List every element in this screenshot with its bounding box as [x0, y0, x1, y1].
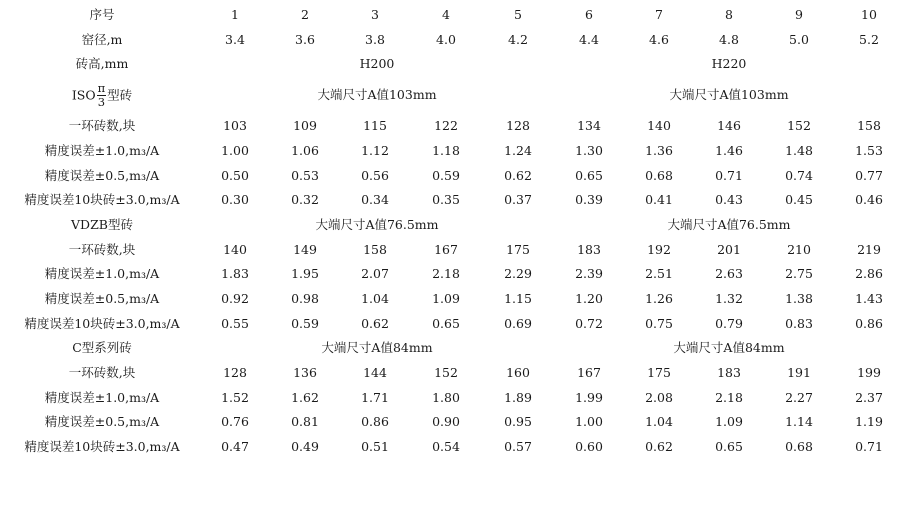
table-cell: 103: [223, 118, 247, 134]
section-label: [4, 77, 200, 114]
table-cell: 0.54: [432, 439, 460, 455]
table-cell: 1.14: [785, 414, 813, 430]
table-cell: 128: [223, 365, 247, 381]
table-cell: 183: [717, 365, 741, 381]
table-cell: 0.60: [575, 439, 603, 455]
group-cell: 大端尺寸A值103mm: [317, 87, 437, 103]
table-cell: 9: [795, 7, 803, 23]
table-cell: 1.46: [715, 142, 743, 158]
row-label: 精度误差10块砖±3.0,m₃/A: [24, 315, 180, 331]
table-cell: 3.8: [365, 31, 385, 47]
table-cell: 2.37: [855, 389, 883, 405]
table-cell: 219: [857, 241, 881, 257]
table-cell: 149: [293, 241, 317, 257]
table-cell: 0.62: [645, 439, 673, 455]
table-cell: 0.95: [504, 414, 532, 430]
table-cell: 2.63: [715, 266, 743, 282]
table-cell: 1.83: [221, 266, 249, 282]
table-cell: 1.00: [221, 142, 249, 158]
table-cell: 158: [363, 241, 387, 257]
vdzb-section-row: [4, 213, 904, 238]
header-row: [4, 3, 904, 28]
table-cell: 128: [506, 118, 530, 134]
table-cell: 1.89: [504, 389, 532, 405]
table-cell: 2.18: [432, 266, 460, 282]
table-cell: 140: [223, 241, 247, 257]
table-cell: 1.43: [855, 290, 883, 306]
section-label: C型系列砖: [72, 340, 132, 356]
diameter-row: [4, 28, 904, 53]
table-cell: 0.37: [504, 192, 532, 208]
section-label: VDZB型砖: [71, 216, 133, 232]
table-cell: 167: [577, 365, 601, 381]
table-cell: 0.55: [221, 315, 249, 331]
brick-count-table: [4, 3, 904, 460]
table-cell: 144: [363, 365, 387, 381]
table-cell: 0.86: [361, 414, 389, 430]
table-cell: 0.83: [785, 315, 813, 331]
table-cell: 0.72: [575, 315, 603, 331]
table-cell: 0.32: [291, 192, 319, 208]
table-row: [4, 410, 904, 435]
table-cell: 1.04: [645, 414, 673, 430]
table-cell: 1.04: [361, 290, 389, 306]
table-cell: 0.77: [855, 167, 883, 183]
table-cell: 0.74: [785, 167, 813, 183]
table-cell: 0.53: [291, 167, 319, 183]
table-cell: 175: [506, 241, 530, 257]
fraction-numerator: π: [97, 80, 106, 95]
table-cell: 0.75: [645, 315, 673, 331]
table-cell: 4.4: [579, 31, 599, 47]
table-cell: 0.30: [221, 192, 249, 208]
table-cell: 158: [857, 118, 881, 134]
table-cell: 1.06: [291, 142, 319, 158]
table-cell: 1.09: [432, 290, 460, 306]
table-cell: 4.0: [436, 31, 456, 47]
table-cell: 0.62: [504, 167, 532, 183]
row-label: 精度误差10块砖±3.0,m₃/A: [24, 192, 180, 208]
table-cell: 2.08: [645, 389, 673, 405]
table-cell: 2.51: [645, 266, 673, 282]
table-cell: 160: [506, 365, 530, 381]
table-cell: 1.18: [432, 142, 460, 158]
table-cell: 4: [442, 7, 450, 23]
table-cell: 0.71: [855, 439, 883, 455]
table-cell: 0.50: [221, 167, 249, 183]
table-cell: 8: [725, 7, 733, 23]
table-cell: 2: [301, 7, 309, 23]
table-cell: 0.79: [715, 315, 743, 331]
table-cell: 0.57: [504, 439, 532, 455]
row-label: 窑径,m: [81, 31, 123, 47]
brick-height-row: [4, 52, 904, 77]
table-cell: 3.4: [225, 31, 245, 47]
iso-section-row: [4, 77, 904, 114]
table-row: [4, 139, 904, 164]
table-cell: 0.68: [785, 439, 813, 455]
table-cell: 5: [514, 7, 522, 23]
pi-over-3-fraction: [97, 80, 107, 110]
table-cell: 2.86: [855, 266, 883, 282]
table-cell: 1.48: [785, 142, 813, 158]
table-cell: 0.34: [361, 192, 389, 208]
table-row: [4, 163, 904, 188]
group-cell: 大端尺寸A值76.5mm: [315, 216, 439, 232]
table-cell: 192: [647, 241, 671, 257]
table-cell: 0.62: [361, 315, 389, 331]
table-cell: 1.24: [504, 142, 532, 158]
row-label: 精度误差±1.0,m₃/A: [44, 266, 160, 282]
table-cell: 1.52: [221, 389, 249, 405]
table-cell: 0.65: [575, 167, 603, 183]
group-cell: H220: [711, 56, 747, 72]
table-cell: 3: [371, 7, 379, 23]
table-cell: 1.95: [291, 266, 319, 282]
table-cell: 122: [434, 118, 458, 134]
table-cell: 5.0: [789, 31, 809, 47]
table-cell: 1.30: [575, 142, 603, 158]
table-cell: 2.29: [504, 266, 532, 282]
table-cell: 140: [647, 118, 671, 134]
table-cell: 167: [434, 241, 458, 257]
table-cell: 0.46: [855, 192, 883, 208]
table-cell: 1.62: [291, 389, 319, 405]
row-label: 精度误差±0.5,m₃/A: [44, 290, 160, 306]
row-label: 一环砖数,块: [68, 118, 136, 134]
table-cell: 0.59: [432, 167, 460, 183]
table-cell: 0.98: [291, 290, 319, 306]
table-row: [4, 287, 904, 312]
table-cell: 183: [577, 241, 601, 257]
table-cell: 7: [655, 7, 663, 23]
table-cell: 1.38: [785, 290, 813, 306]
group-cell: 大端尺寸A值84mm: [321, 340, 433, 356]
table-cell: 0.47: [221, 439, 249, 455]
table-cell: 1: [231, 7, 239, 23]
table-cell: 6: [585, 7, 593, 23]
table-cell: 2.75: [785, 266, 813, 282]
table-cell: 152: [434, 365, 458, 381]
table-cell: 1.15: [504, 290, 532, 306]
row-label: 砖高,mm: [75, 56, 129, 72]
row-label: 精度误差±0.5,m₃/A: [44, 414, 160, 430]
table-cell: 115: [363, 118, 387, 134]
table-cell: 0.81: [291, 414, 319, 430]
table-cell: 0.39: [575, 192, 603, 208]
table-cell: 10: [861, 7, 877, 23]
table-cell: 0.35: [432, 192, 460, 208]
table-cell: 0.90: [432, 414, 460, 430]
table-row: [4, 361, 904, 386]
table-cell: 0.68: [645, 167, 673, 183]
table-cell: 3.6: [295, 31, 315, 47]
section-label-suffix: 型砖: [107, 87, 133, 103]
row-label: 精度误差±0.5,m₃/A: [44, 167, 160, 183]
group-cell: 大端尺寸A值103mm: [669, 87, 789, 103]
table-cell: 1.20: [575, 290, 603, 306]
table-cell: 0.45: [785, 192, 813, 208]
table-cell: 1.36: [645, 142, 673, 158]
group-cell: 大端尺寸A值84mm: [673, 340, 785, 356]
table-cell: 4.2: [508, 31, 528, 47]
table-cell: 210: [787, 241, 811, 257]
table-cell: 175: [647, 365, 671, 381]
table-cell: 1.12: [361, 142, 389, 158]
table-cell: 1.71: [361, 389, 389, 405]
table-row: [4, 435, 904, 460]
table-cell: 0.92: [221, 290, 249, 306]
table-cell: 0.49: [291, 439, 319, 455]
table-cell: 2.18: [715, 389, 743, 405]
table-cell: 152: [787, 118, 811, 134]
table-cell: 201: [717, 241, 741, 257]
table-cell: 146: [717, 118, 741, 134]
table-cell: 5.2: [859, 31, 879, 47]
table-cell: 1.26: [645, 290, 673, 306]
row-label: 精度误差10块砖±3.0,m₃/A: [24, 439, 180, 455]
row-label: 一环砖数,块: [68, 365, 136, 381]
table-cell: 199: [857, 365, 881, 381]
table-cell: 4.6: [649, 31, 669, 47]
table-cell: 134: [577, 118, 601, 134]
group-cell: H200: [359, 56, 395, 72]
table-row: [4, 312, 904, 337]
table-cell: 0.86: [855, 315, 883, 331]
table-cell: 1.19: [855, 414, 883, 430]
table-cell: 0.43: [715, 192, 743, 208]
table-row: [4, 114, 904, 139]
table-row: [4, 262, 904, 287]
table-cell: 1.80: [432, 389, 460, 405]
table-cell: 2.39: [575, 266, 603, 282]
table-row: [4, 386, 904, 411]
table-cell: 0.41: [645, 192, 673, 208]
table-cell: 0.69: [504, 315, 532, 331]
table-cell: 0.59: [291, 315, 319, 331]
c-series-section-row: [4, 336, 904, 361]
fraction-denominator: 3: [97, 95, 106, 110]
table-cell: 0.51: [361, 439, 389, 455]
row-label: 一环砖数,块: [68, 241, 136, 257]
table-cell: 2.27: [785, 389, 813, 405]
section-label-prefix: ISO: [71, 87, 96, 103]
table-cell: 2.07: [361, 266, 389, 282]
table-cell: 1.53: [855, 142, 883, 158]
table-cell: 4.8: [719, 31, 739, 47]
table-cell: 0.71: [715, 167, 743, 183]
table-cell: 1.00: [575, 414, 603, 430]
table-cell: 1.32: [715, 290, 743, 306]
table-cell: 0.65: [432, 315, 460, 331]
group-cell: 大端尺寸A值76.5mm: [667, 216, 791, 232]
table-cell: 1.99: [575, 389, 603, 405]
table-cell: 109: [293, 118, 317, 134]
table-row: [4, 238, 904, 263]
table-cell: 136: [293, 365, 317, 381]
table-cell: 0.65: [715, 439, 743, 455]
table-cell: 0.56: [361, 167, 389, 183]
table-row: [4, 188, 904, 213]
table-cell: 0.76: [221, 414, 249, 430]
row-label: 序号: [89, 7, 115, 23]
row-label: 精度误差±1.0,m₃/A: [44, 389, 160, 405]
row-label: 精度误差±1.0,m₃/A: [44, 142, 160, 158]
table-cell: 1.09: [715, 414, 743, 430]
table-cell: 191: [787, 365, 811, 381]
